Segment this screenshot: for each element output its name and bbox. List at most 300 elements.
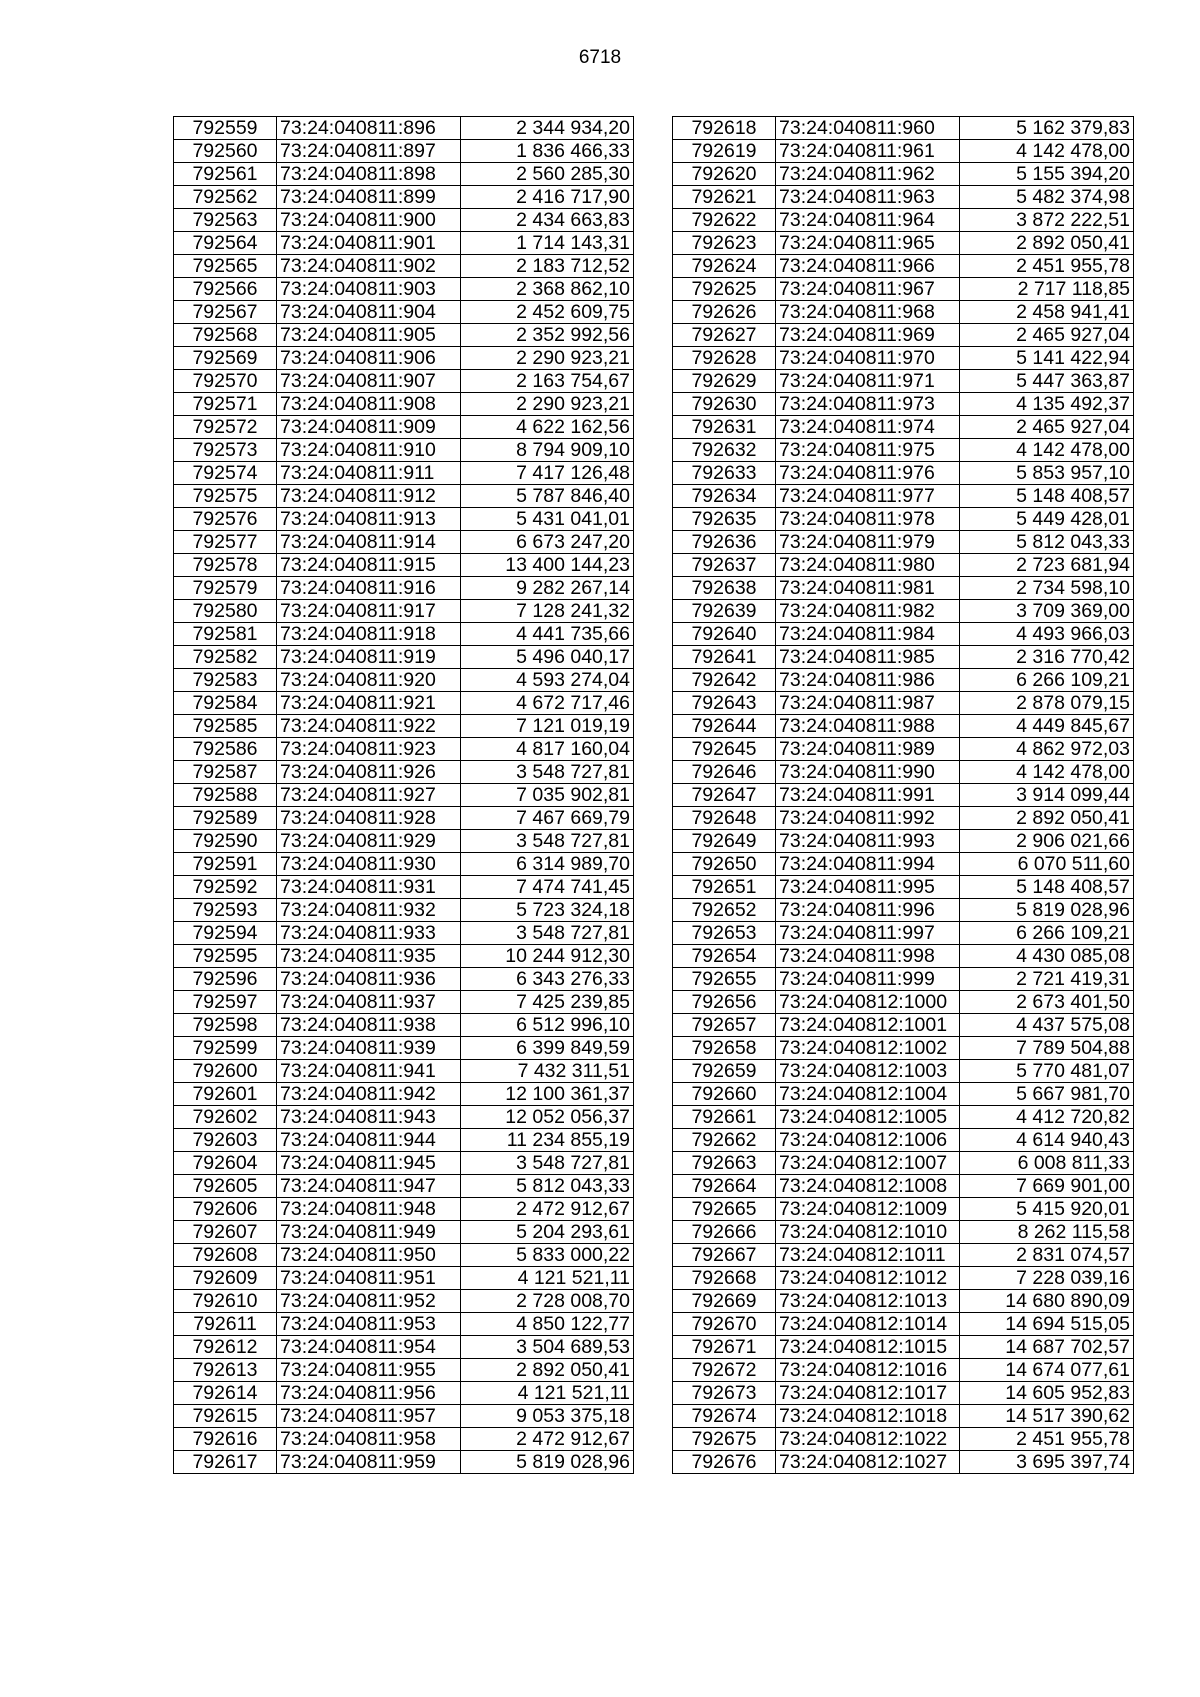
table-row	[174, 623, 634, 646]
cell-cadastral-code: 73:24:040811:896	[277, 117, 461, 140]
cell-value: 4 142 478,00	[960, 140, 1134, 163]
cell-cadastral-code: 73:24:040811:932	[277, 899, 461, 922]
cell-value: 5 415 920,01	[960, 1198, 1134, 1221]
table-row	[174, 830, 634, 853]
table-row	[174, 1267, 634, 1290]
cell-cadastral-code: 73:24:040811:922	[277, 715, 461, 738]
table-row	[673, 163, 1134, 186]
cell-value: 2 472 912,67	[461, 1198, 634, 1221]
cell-cadastral-code: 73:24:040811:936	[277, 968, 461, 991]
cell-value: 7 474 741,45	[461, 876, 634, 899]
cell-number: 792660	[673, 1083, 776, 1106]
cell-value: 2 723 681,94	[960, 554, 1134, 577]
table-row	[673, 761, 1134, 784]
cell-cadastral-code: 73:24:040811:988	[776, 715, 960, 738]
cell-cadastral-code: 73:24:040811:976	[776, 462, 960, 485]
cell-number: 792576	[174, 508, 277, 531]
cell-value: 5 148 408,57	[960, 485, 1134, 508]
cell-value: 13 400 144,23	[461, 554, 634, 577]
table-row	[174, 140, 634, 163]
table-row	[673, 715, 1134, 738]
cell-value: 2 878 079,15	[960, 692, 1134, 715]
cell-number: 792613	[174, 1359, 277, 1382]
cell-cadastral-code: 73:24:040812:1017	[776, 1382, 960, 1405]
cell-number: 792586	[174, 738, 277, 761]
cell-value: 4 817 160,04	[461, 738, 634, 761]
cell-cadastral-code: 73:24:040811:941	[277, 1060, 461, 1083]
table-row	[673, 1106, 1134, 1129]
cell-value: 5 447 363,87	[960, 370, 1134, 393]
cell-value: 4 622 162,56	[461, 416, 634, 439]
cell-number: 792663	[673, 1152, 776, 1175]
cell-number: 792623	[673, 232, 776, 255]
cell-value: 5 812 043,33	[461, 1175, 634, 1198]
cell-number: 792566	[174, 278, 277, 301]
cell-value: 2 673 401,50	[960, 991, 1134, 1014]
cell-value: 7 432 311,51	[461, 1060, 634, 1083]
cell-cadastral-code: 73:24:040811:953	[277, 1313, 461, 1336]
cell-cadastral-code: 73:24:040811:984	[776, 623, 960, 646]
cell-cadastral-code: 73:24:040812:1027	[776, 1451, 960, 1474]
cell-value: 5 770 481,07	[960, 1060, 1134, 1083]
table-body-right	[673, 117, 1134, 1474]
table-row	[673, 1336, 1134, 1359]
cell-cadastral-code: 73:24:040811:971	[776, 370, 960, 393]
cell-number: 792666	[673, 1221, 776, 1244]
cell-cadastral-code: 73:24:040811:927	[277, 784, 461, 807]
cell-value: 5 162 379,83	[960, 117, 1134, 140]
cell-number: 792577	[174, 531, 277, 554]
table-row	[673, 140, 1134, 163]
table-row	[174, 991, 634, 1014]
cell-number: 792582	[174, 646, 277, 669]
cell-value: 5 667 981,70	[960, 1083, 1134, 1106]
table-row	[673, 1290, 1134, 1313]
cell-number: 792622	[673, 209, 776, 232]
cell-number: 792599	[174, 1037, 277, 1060]
table-row	[673, 922, 1134, 945]
cell-number: 792612	[174, 1336, 277, 1359]
cell-number: 792563	[174, 209, 277, 232]
cell-cadastral-code: 73:24:040811:958	[277, 1428, 461, 1451]
cell-cadastral-code: 73:24:040811:935	[277, 945, 461, 968]
cell-value: 8 262 115,58	[960, 1221, 1134, 1244]
table-row	[673, 738, 1134, 761]
table-row	[673, 899, 1134, 922]
cell-number: 792572	[174, 416, 277, 439]
cell-number: 792606	[174, 1198, 277, 1221]
cell-cadastral-code: 73:24:040811:960	[776, 117, 960, 140]
table-row	[673, 1267, 1134, 1290]
table-row	[673, 347, 1134, 370]
cell-cadastral-code: 73:24:040811:985	[776, 646, 960, 669]
table-row	[673, 945, 1134, 968]
table-body-left	[174, 117, 634, 1474]
cell-cadastral-code: 73:24:040811:991	[776, 784, 960, 807]
cell-number: 792659	[673, 1060, 776, 1083]
cell-number: 792642	[673, 669, 776, 692]
cell-cadastral-code: 73:24:040811:948	[277, 1198, 461, 1221]
table-row	[174, 1106, 634, 1129]
cell-cadastral-code: 73:24:040812:1010	[776, 1221, 960, 1244]
table-row	[174, 1313, 634, 1336]
cell-cadastral-code: 73:24:040811:902	[277, 255, 461, 278]
cell-cadastral-code: 73:24:040811:998	[776, 945, 960, 968]
table-row	[673, 1129, 1134, 1152]
cell-number: 792668	[673, 1267, 776, 1290]
cell-cadastral-code: 73:24:040811:898	[277, 163, 461, 186]
cell-value: 4 672 717,46	[461, 692, 634, 715]
table-row	[174, 462, 634, 485]
cell-cadastral-code: 73:24:040811:897	[277, 140, 461, 163]
cell-cadastral-code: 73:24:040811:918	[277, 623, 461, 646]
cell-value: 2 416 717,90	[461, 186, 634, 209]
table-row	[174, 209, 634, 232]
table-row	[673, 301, 1134, 324]
cell-cadastral-code: 73:24:040812:1022	[776, 1428, 960, 1451]
cell-value: 12 052 056,37	[461, 1106, 634, 1129]
cell-value: 3 872 222,51	[960, 209, 1134, 232]
cell-value: 6 343 276,33	[461, 968, 634, 991]
cell-value: 2 717 118,85	[960, 278, 1134, 301]
cell-number: 792625	[673, 278, 776, 301]
cell-value: 14 687 702,57	[960, 1336, 1134, 1359]
table-row	[673, 508, 1134, 531]
cell-value: 7 669 901,00	[960, 1175, 1134, 1198]
cell-value: 14 674 077,61	[960, 1359, 1134, 1382]
cell-value: 4 850 122,77	[461, 1313, 634, 1336]
cell-number: 792652	[673, 899, 776, 922]
cell-value: 2 892 050,41	[960, 232, 1134, 255]
cell-value: 5 723 324,18	[461, 899, 634, 922]
cell-cadastral-code: 73:24:040811:942	[277, 1083, 461, 1106]
cell-cadastral-code: 73:24:040811:920	[277, 669, 461, 692]
cell-number: 792592	[174, 876, 277, 899]
cell-number: 792615	[174, 1405, 277, 1428]
cell-cadastral-code: 73:24:040811:899	[277, 186, 461, 209]
cell-cadastral-code: 73:24:040811:903	[277, 278, 461, 301]
cell-cadastral-code: 73:24:040811:963	[776, 186, 960, 209]
cell-number: 792594	[174, 922, 277, 945]
cell-number: 792653	[673, 922, 776, 945]
table-row	[673, 1060, 1134, 1083]
cell-cadastral-code: 73:24:040811:901	[277, 232, 461, 255]
cell-value: 3 548 727,81	[461, 761, 634, 784]
table-row	[174, 531, 634, 554]
cell-number: 792671	[673, 1336, 776, 1359]
cell-value: 9 053 375,18	[461, 1405, 634, 1428]
cell-number: 792578	[174, 554, 277, 577]
cell-value: 7 425 239,85	[461, 991, 634, 1014]
table-row	[673, 1221, 1134, 1244]
cell-number: 792571	[174, 393, 277, 416]
cell-value: 4 121 521,11	[461, 1382, 634, 1405]
cell-number: 792624	[673, 255, 776, 278]
cell-cadastral-code: 73:24:040811:973	[776, 393, 960, 416]
cell-number: 792610	[174, 1290, 277, 1313]
cell-value: 5 833 000,22	[461, 1244, 634, 1267]
cell-number: 792634	[673, 485, 776, 508]
table-row	[673, 1037, 1134, 1060]
cell-number: 792591	[174, 853, 277, 876]
cell-number: 792654	[673, 945, 776, 968]
cell-cadastral-code: 73:24:040811:919	[277, 646, 461, 669]
cell-cadastral-code: 73:24:040811:904	[277, 301, 461, 324]
cell-number: 792573	[174, 439, 277, 462]
cell-cadastral-code: 73:24:040811:969	[776, 324, 960, 347]
cell-value: 2 290 923,21	[461, 347, 634, 370]
cell-number: 792604	[174, 1152, 277, 1175]
table-row	[673, 1451, 1134, 1474]
cell-number: 792597	[174, 991, 277, 1014]
table-row	[174, 232, 634, 255]
cell-value: 4 493 966,03	[960, 623, 1134, 646]
table-row	[174, 1244, 634, 1267]
table-row	[174, 738, 634, 761]
table-row	[673, 186, 1134, 209]
table-row	[174, 278, 634, 301]
table-row	[174, 255, 634, 278]
cell-number: 792574	[174, 462, 277, 485]
table-row	[174, 1014, 634, 1037]
cell-value: 2 892 050,41	[461, 1359, 634, 1382]
cell-number: 792560	[174, 140, 277, 163]
cell-value: 2 163 754,67	[461, 370, 634, 393]
table-row	[673, 876, 1134, 899]
cell-cadastral-code: 73:24:040811:923	[277, 738, 461, 761]
cell-cadastral-code: 73:24:040812:1014	[776, 1313, 960, 1336]
cell-cadastral-code: 73:24:040811:945	[277, 1152, 461, 1175]
cell-cadastral-code: 73:24:040811:977	[776, 485, 960, 508]
table-row	[673, 1014, 1134, 1037]
cell-cadastral-code: 73:24:040811:938	[277, 1014, 461, 1037]
cell-value: 14 680 890,09	[960, 1290, 1134, 1313]
cell-number: 792567	[174, 301, 277, 324]
table-row	[174, 1428, 634, 1451]
cell-number: 792603	[174, 1129, 277, 1152]
cell-number: 792589	[174, 807, 277, 830]
cell-number: 792608	[174, 1244, 277, 1267]
cell-number: 792561	[174, 163, 277, 186]
cell-value: 6 266 109,21	[960, 922, 1134, 945]
cell-cadastral-code: 73:24:040811:962	[776, 163, 960, 186]
cell-number: 792670	[673, 1313, 776, 1336]
cell-value: 2 721 419,31	[960, 968, 1134, 991]
cell-value: 2 831 074,57	[960, 1244, 1134, 1267]
cell-value: 14 605 952,83	[960, 1382, 1134, 1405]
cell-cadastral-code: 73:24:040812:1011	[776, 1244, 960, 1267]
cell-number: 792657	[673, 1014, 776, 1037]
cell-number: 792565	[174, 255, 277, 278]
cell-value: 1 836 466,33	[461, 140, 634, 163]
cell-number: 792579	[174, 577, 277, 600]
cell-number: 792618	[673, 117, 776, 140]
cell-number: 792616	[174, 1428, 277, 1451]
cell-cadastral-code: 73:24:040812:1005	[776, 1106, 960, 1129]
cell-cadastral-code: 73:24:040811:961	[776, 140, 960, 163]
cell-value: 14 517 390,62	[960, 1405, 1134, 1428]
table-row	[673, 324, 1134, 347]
cell-value: 4 430 085,08	[960, 945, 1134, 968]
cell-value: 4 441 735,66	[461, 623, 634, 646]
cell-cadastral-code: 73:24:040812:1006	[776, 1129, 960, 1152]
table-row	[174, 600, 634, 623]
cell-value: 5 141 422,94	[960, 347, 1134, 370]
table-row	[174, 1198, 634, 1221]
table-row	[174, 715, 634, 738]
table-row	[673, 623, 1134, 646]
cell-value: 5 812 043,33	[960, 531, 1134, 554]
cell-cadastral-code: 73:24:040811:915	[277, 554, 461, 577]
cell-number: 792638	[673, 577, 776, 600]
cell-number: 792669	[673, 1290, 776, 1313]
cell-cadastral-code: 73:24:040811:910	[277, 439, 461, 462]
cell-cadastral-code: 73:24:040811:916	[277, 577, 461, 600]
cell-cadastral-code: 73:24:040811:979	[776, 531, 960, 554]
cell-cadastral-code: 73:24:040811:974	[776, 416, 960, 439]
cell-value: 2 728 008,70	[461, 1290, 634, 1313]
cell-cadastral-code: 73:24:040811:939	[277, 1037, 461, 1060]
table-row	[174, 508, 634, 531]
cell-cadastral-code: 73:24:040811:966	[776, 255, 960, 278]
cell-number: 792580	[174, 600, 277, 623]
table-row	[174, 393, 634, 416]
table-row	[174, 163, 634, 186]
cell-cadastral-code: 73:24:040811:906	[277, 347, 461, 370]
cell-number: 792664	[673, 1175, 776, 1198]
cell-cadastral-code: 73:24:040811:913	[277, 508, 461, 531]
table-row	[174, 416, 634, 439]
cell-cadastral-code: 73:24:040811:944	[277, 1129, 461, 1152]
cell-cadastral-code: 73:24:040812:1008	[776, 1175, 960, 1198]
cell-number: 792581	[174, 623, 277, 646]
cell-value: 3 695 397,74	[960, 1451, 1134, 1474]
cell-number: 792640	[673, 623, 776, 646]
table-row	[673, 554, 1134, 577]
cell-value: 7 417 126,48	[461, 462, 634, 485]
cell-value: 6 399 849,59	[461, 1037, 634, 1060]
table-row	[673, 393, 1134, 416]
cell-cadastral-code: 73:24:040811:907	[277, 370, 461, 393]
cell-number: 792662	[673, 1129, 776, 1152]
cell-value: 1 714 143,31	[461, 232, 634, 255]
cell-value: 2 344 934,20	[461, 117, 634, 140]
cell-number: 792596	[174, 968, 277, 991]
cell-cadastral-code: 73:24:040811:987	[776, 692, 960, 715]
cell-value: 5 819 028,96	[960, 899, 1134, 922]
cell-value: 4 135 492,37	[960, 393, 1134, 416]
cell-value: 4 142 478,00	[960, 439, 1134, 462]
cell-number: 792632	[673, 439, 776, 462]
cell-number: 792602	[174, 1106, 277, 1129]
cell-number: 792637	[673, 554, 776, 577]
table-row	[174, 646, 634, 669]
table-row	[174, 669, 634, 692]
cell-cadastral-code: 73:24:040812:1004	[776, 1083, 960, 1106]
cell-number: 792629	[673, 370, 776, 393]
cell-number: 792676	[673, 1451, 776, 1474]
cell-number: 792617	[174, 1451, 277, 1474]
cell-number: 792585	[174, 715, 277, 738]
table-row	[673, 1198, 1134, 1221]
table-row	[174, 1175, 634, 1198]
cell-number: 792649	[673, 830, 776, 853]
table-row	[673, 485, 1134, 508]
data-table-left	[173, 116, 634, 1474]
cell-cadastral-code: 73:24:040811:996	[776, 899, 960, 922]
cell-value: 2 183 712,52	[461, 255, 634, 278]
cell-number: 792643	[673, 692, 776, 715]
cell-number: 792583	[174, 669, 277, 692]
cell-cadastral-code: 73:24:040811:990	[776, 761, 960, 784]
cell-number: 792651	[673, 876, 776, 899]
cell-cadastral-code: 73:24:040811:980	[776, 554, 960, 577]
cell-cadastral-code: 73:24:040811:982	[776, 600, 960, 623]
cell-value: 5 482 374,98	[960, 186, 1134, 209]
cell-value: 6 070 511,60	[960, 853, 1134, 876]
cell-cadastral-code: 73:24:040811:994	[776, 853, 960, 876]
cell-value: 5 496 040,17	[461, 646, 634, 669]
cell-value: 3 504 689,53	[461, 1336, 634, 1359]
cell-number: 792672	[673, 1359, 776, 1382]
cell-cadastral-code: 73:24:040811:952	[277, 1290, 461, 1313]
cell-number: 792587	[174, 761, 277, 784]
table-row	[673, 692, 1134, 715]
cell-cadastral-code: 73:24:040811:964	[776, 209, 960, 232]
cell-cadastral-code: 73:24:040811:917	[277, 600, 461, 623]
cell-number: 792635	[673, 508, 776, 531]
table-row	[673, 1359, 1134, 1382]
cell-cadastral-code: 73:24:040812:1000	[776, 991, 960, 1014]
cell-number: 792575	[174, 485, 277, 508]
cell-number: 792614	[174, 1382, 277, 1405]
cell-cadastral-code: 73:24:040811:978	[776, 508, 960, 531]
table-row	[673, 370, 1134, 393]
cell-number: 792621	[673, 186, 776, 209]
cell-cadastral-code: 73:24:040811:967	[776, 278, 960, 301]
table-row	[673, 784, 1134, 807]
cell-value: 5 148 408,57	[960, 876, 1134, 899]
cell-value: 14 694 515,05	[960, 1313, 1134, 1336]
cell-value: 5 204 293,61	[461, 1221, 634, 1244]
cell-cadastral-code: 73:24:040811:995	[776, 876, 960, 899]
cell-number: 792675	[673, 1428, 776, 1451]
cell-number: 792626	[673, 301, 776, 324]
cell-number: 792590	[174, 830, 277, 853]
cell-cadastral-code: 73:24:040811:928	[277, 807, 461, 830]
cell-number: 792673	[673, 1382, 776, 1405]
cell-cadastral-code: 73:24:040811:947	[277, 1175, 461, 1198]
cell-value: 10 244 912,30	[461, 945, 634, 968]
cell-cadastral-code: 73:24:040811:989	[776, 738, 960, 761]
cell-number: 792648	[673, 807, 776, 830]
cell-cadastral-code: 73:24:040811:997	[776, 922, 960, 945]
cell-value: 5 155 394,20	[960, 163, 1134, 186]
cell-value: 2 734 598,10	[960, 577, 1134, 600]
table-row	[174, 1359, 634, 1382]
cell-cadastral-code: 73:24:040811:921	[277, 692, 461, 715]
cell-cadastral-code: 73:24:040811:937	[277, 991, 461, 1014]
cell-value: 3 548 727,81	[461, 1152, 634, 1175]
cell-number: 792628	[673, 347, 776, 370]
cell-value: 3 914 099,44	[960, 784, 1134, 807]
table-row	[174, 968, 634, 991]
cell-value: 8 794 909,10	[461, 439, 634, 462]
table-row	[673, 1175, 1134, 1198]
cell-value: 7 121 019,19	[461, 715, 634, 738]
cell-number: 792598	[174, 1014, 277, 1037]
cell-value: 2 316 770,42	[960, 646, 1134, 669]
